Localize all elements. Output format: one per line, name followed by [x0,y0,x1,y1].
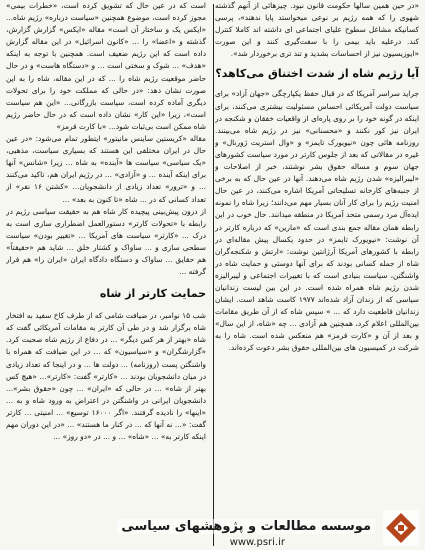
left-paragraph-1: است که در عین حال که تشویق کرده است، «خطرات بیمی» مجوز کرده است، موضوع همچنین «سیاست درباره» رژیم شاه... «ایکس یک و ساختار آن است» مقاله «ایکس» گزارش گزارش، گذشته و «اعضا» را ... «کانون اسرائیل» در این مقاله گزارش داده است که این رژیم ضعیف است. همچنین با توجه به اینکه «هدف» ... شوک و سختی است ... و «دستگاه هاست» و در حال حاضر موقعیت رژیم شاه را ... که در این مقاله، شاه را به این صورت نشان دهد: «در حالی که مملکت خود را برای تحولات دیگری آماده کرده است، سیاست بازرگانی... «این هم سیاست است»، زیرا «این کار» نشان داده است که در حال حاضر رژیم شاه ممکن است بی‌ثبات شود... «با کارت قرمز» [6,1,206,131]
left-paragraph-3: از درون پیش‌بینی پیچیده کار شاه هم به حقیقت سیاسی رژیم در رابطه با «تحولات کارتر» دستورالعمل اضطراری سازی است به درک ... «کارتر» سیاست های آمریکا ... «تغییر بودن» سیاست سطحی سازی و ... ساواک و کشتار خلق ... شاید هم «حقیقتاً» هم حقایق ... ساواک و دستگاه دادگاه ایران «ایران را» هم قرار گرفته ... [6,206,206,277]
institute-logo-icon [383,510,419,546]
footer-url[interactable]: www.psri.ir [229,537,285,548]
left-column [6,0,206,550]
left-heading: حمایت کارتر از شاه [99,287,206,301]
footer-title: موسسه مطالعات و پژوهشهای سیاسی [117,519,375,534]
right-heading: آیا رژیم شاه از شدت اختناق می‌کاهد؟ [215,67,419,81]
left-paragraph-4: شب ۱۵ نوامبر، در ضیافت شامی که از طرف کاخ سفید به افتخار شاه برگزار شد و در طی آن کارتر به مقامات آمریکائی گفت که شاه «بهتر از هر کس دیگر» ... در دفاع از رژیم شاه صحبت کرد. «گزارشگران» و «سیاسیون» که ... در این ضیافت که همراه با واشنگتن پست (روزنامه) ... دولت ها ... و در اینجا که تعداد زیادی در میان دانشجویان بودند ... «کارتر» گفت: «کارتر»... «هیچ کس بهتر از شاه» ... در حالی که «ایران» ... چون «حقوق بشر»... دانشجویان ایرانی در واشنگتن در اعتراض به ورود شاه و به ... «اینها» را نادیده گرفتند. «اگر ۱۶۰۰۰ توسیع» ... امنیتی ... کارتر گفت: «... نه آنها که ... در کنار ما هستند» ... «در این دوران مهم اینکه کارتر به» ... «شاه» ... و ... در «دو روز» ... [6,311,206,442]
footer-watermark [0,512,425,550]
right-intro-paragraph: «در حین همین سالها حکومت قانون نبود. چیزهائی از آنهم گذشته شهوی را که همه رژیم بر نوعی میخواستد پایا ندهند»، پرسی کسانیکه مشاغل سطوح علیای اجتماعی ای داشته اند کاملا کنترل کند. درعلیه باید بیمی را با سفت‌گیری کنند و این صورت «ایوزیسیون نیز از احساسات بشدید و تند تری برخوردار شد». [215,1,419,59]
left-paragraph-2: مقاله «کریستین ساینس مانیتور» ایتطور تمام می‌شود: «در عین حال در ایران مختلفی این هستند که بسیاری سیاست، مذهبی، «یک سیاسی» سیاست ها «آینده» به شاه ... زیرا «شانس» آنها برای اینکه آینده ... و «آزادی» ... در رژیم ایران هم، تاکید می‌کنند ... و «ترور» تعداد زیادی از دانشجویان... «کشتن ۱۶ نفر» از تعداد کسانی که در ... شاه «تا کنون به بعد» ... [6,134,206,204]
right-column [215,0,419,550]
right-body-paragraph: جراید سراسر آمریکا که در قبال حفظ یکپارچگی «جهان آزاد» برای سیاست دولت آمریکائی احساس مسئولیت بیشتری می‌کنند، برای اینکه در گونه خود را بر روی پاره‌ای از واقعیات خفقان و شکنجه در ایران نیز کور نکنند و «محسنانی» نیز در رژیم شاه می‌بینند. روزنامه هائی چون «نیویورک تایمز» و «وال استریت ژورنال» و غیره در مقالاتی که بعد از جلوس کارتر در مورد سیاست کشورهای جهان سوم و مساله حقوق بشر نوشتند، خبر از اصلاحات و «لیبرالیزه» شدن رژیم شاه می‌دهند. آنها در عین حال که به برخی از جنبه‌های کارخانه تسلیحاتی آمریکا اشاره می‌کنند، در عین حال امنیت رژیم را برای کار آنان بسیار مهم می‌دانند؛ زیرا شاه را نمونه ایده‌آل مرد رسمی متحد آمریکا در منطقه میدانند. حال خوب در این رابطه همان مقاله جمع بندی است که «مارین» که درباره کارتر در آن نوشت: «نیویورک تایمز» در حدود یکسال پیش مقاله‌ای در رابطه با کشورهای آمریکا آرژانتین نوشت: «ارتش و شکنجه‌گران شاه از جمله کسانی بودند که برای آنها دوستی و حمایت شاه در واشنگتن، سیاست بنیادی است که با تغییرات اجتماعی و لیبرالیزه شدن رژیم شاه همراه شده است. در این بین لیست زندانیان سیاسی که از زندان آزاد شده‌اند ۱۹۷۷ کاست شاهد است. ایشان زندانیان قاطعیت دارد که ... » سپس شاه که از آن طریق مقامات بین‌المللی اعلام کرد، همچنین هم آزادی ... چه «شاه، از این سال» و بعد از آن و «کارت قرمز» هم منعکس شده است. شاه را به شرکت در کمیسیون های بین‌المللی حقوق بشر دعوت کرده‌اند. [215,89,419,353]
column-divider [213,4,214,546]
